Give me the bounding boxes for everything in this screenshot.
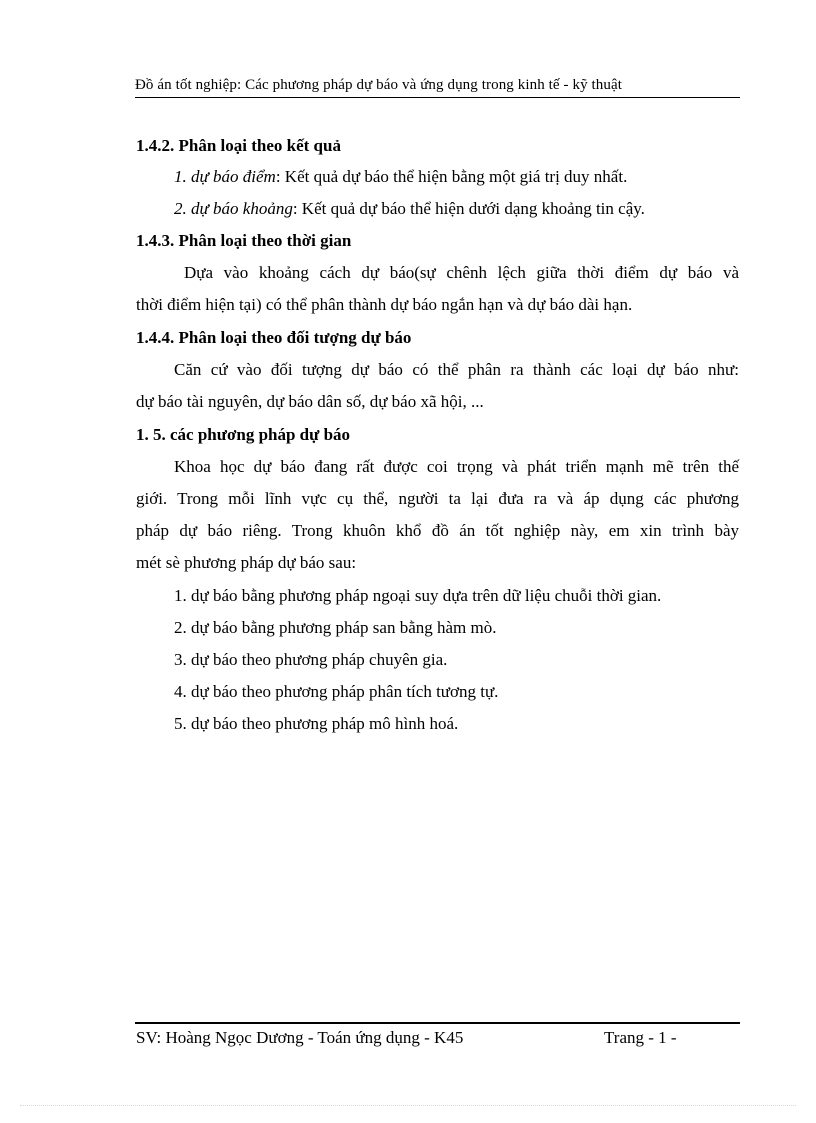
methods-paragraph-line-2: giới. Trong mỗi lĩnh vực cụ thể, người ta lại đưa ra và áp dụng các phương xyxy=(136,489,739,508)
footer-page-number: Trang - 1 - xyxy=(604,1028,677,1047)
footer-student-info: SV: Hoàng Ngọc Dương - Toán ứng dụng - K45 xyxy=(136,1028,464,1047)
time-paragraph-line-1: Dựa vào khoảng cách dự báo(sự chênh lệch giữa thời điểm dự báo và xyxy=(184,263,739,282)
result-item-point xyxy=(174,165,627,189)
footer-divider xyxy=(135,1022,740,1024)
object-paragraph-line-1: Căn cứ vào đối tượng dự báo có thể phân ra thành các loại dự báo như: xyxy=(174,360,739,379)
interval-forecast-label: 2. dự báo khoảng xyxy=(174,199,293,218)
object-paragraph-line-2: dự báo tài nguyên, dự báo dân số, dự báo xã hội, ... xyxy=(136,392,484,411)
section-1-4-4-heading: 1.4.4. Phân loại theo đối tượng dự báo xyxy=(136,328,412,347)
header-title: Đồ án tốt nghiệp: Các phương pháp dự báo và ứng dụng trong kinh tế - kỹ thuật xyxy=(135,77,623,93)
time-paragraph-line-2: thời điểm hiện tại) có thể phân thành dự báo ngắn hạn và dự báo dài hạn. xyxy=(136,295,633,314)
section-1-4-2-heading: 1.4.2. Phân loại theo kết quả xyxy=(136,136,341,155)
interval-forecast-text: : Kết quả dự báo thể hiện dưới dạng khoảng tin cậy. xyxy=(292,199,645,218)
methods-paragraph-line-4: mét sè phương pháp dự báo sau: xyxy=(136,553,357,572)
method-list-item: 2. dự báo bằng phương pháp san bằng hàm mò. xyxy=(174,618,497,637)
method-list-item: 1. dự báo bằng phương pháp ngoại suy dựa trên dữ liệu chuỗi thời gian. xyxy=(174,586,662,605)
page-header xyxy=(135,75,740,98)
section-1-5-heading: 1. 5. các phương pháp dự báo xyxy=(136,425,351,444)
methods-paragraph-line-3: pháp dự báo riêng. Trong khuôn khổ đồ án tốt nghiệp này, em xin trình bày xyxy=(136,521,739,540)
method-list-item: 4. dự báo theo phương pháp phân tích tương tự. xyxy=(174,682,499,701)
methods-paragraph-line-1: Khoa học dự báo đang rất được coi trọng và phát triển mạnh mẽ trên thế xyxy=(174,457,739,476)
point-forecast-text: : Kết quả dự báo thể hiện bằng một giá trị duy nhất. xyxy=(275,167,628,186)
section-1-4-3-heading: 1.4.3. Phân loại theo thời gian xyxy=(136,231,352,250)
result-item-interval xyxy=(174,197,645,221)
method-list-item: 3. dự báo theo phương pháp chuyên gia. xyxy=(174,650,448,669)
page-bottom-edge xyxy=(20,1105,796,1106)
point-forecast-label: 1. dự báo điểm xyxy=(174,167,276,186)
method-list-item: 5. dự báo theo phương pháp mô hình hoá. xyxy=(174,714,459,733)
